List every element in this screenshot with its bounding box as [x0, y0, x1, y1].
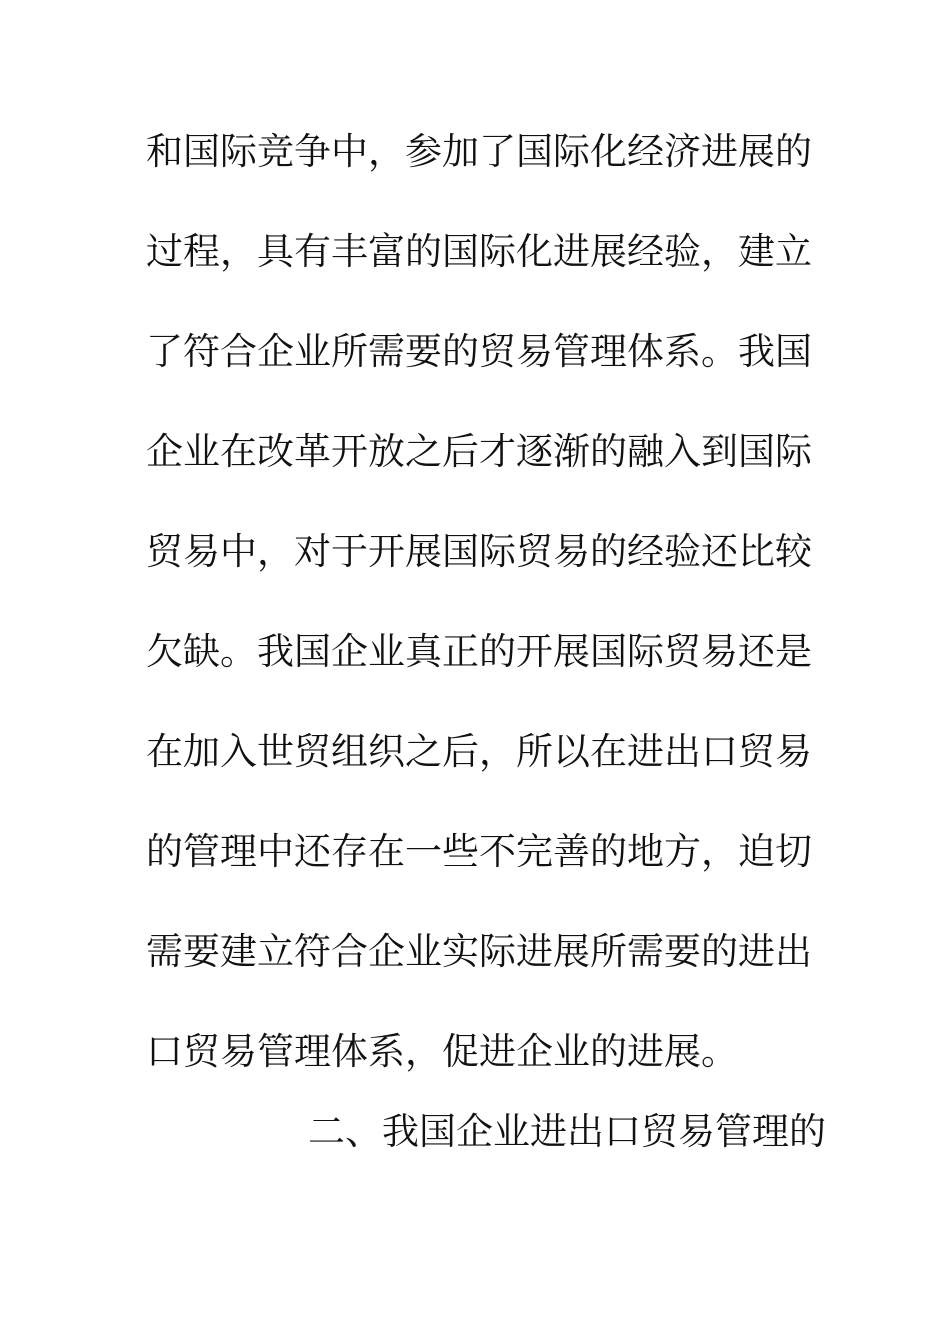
paragraph-line: 需要建立符合企业实际进展所需要的进出	[146, 930, 812, 973]
paragraph-line: 企业在改革开放之后才逐渐的融入到国际	[146, 430, 812, 473]
section-heading: 二、我国企业进出口贸易管理的	[308, 1110, 826, 1153]
paragraph-line: 在加入世贸组织之后，所以在进出口贸易	[146, 730, 812, 773]
body-paragraph	[146, 124, 812, 1124]
paragraph-line: 和国际竞争中，参加了国际化经济进展的	[146, 130, 812, 173]
paragraph-line: 口贸易管理体系，促进企业的进展。	[146, 1030, 738, 1073]
paragraph-line: 贸易中，对于开展国际贸易的经验还比较	[146, 530, 812, 573]
paragraph-line: 了符合企业所需要的贸易管理体系。我国	[146, 330, 812, 373]
paragraph-line: 欠缺。我国企业真正的开展国际贸易还是	[146, 630, 812, 673]
paragraph-line: 过程，具有丰富的国际化进展经验，建立	[146, 230, 812, 273]
paragraph-line: 的管理中还存在一些不完善的地方，迫切	[146, 830, 812, 873]
